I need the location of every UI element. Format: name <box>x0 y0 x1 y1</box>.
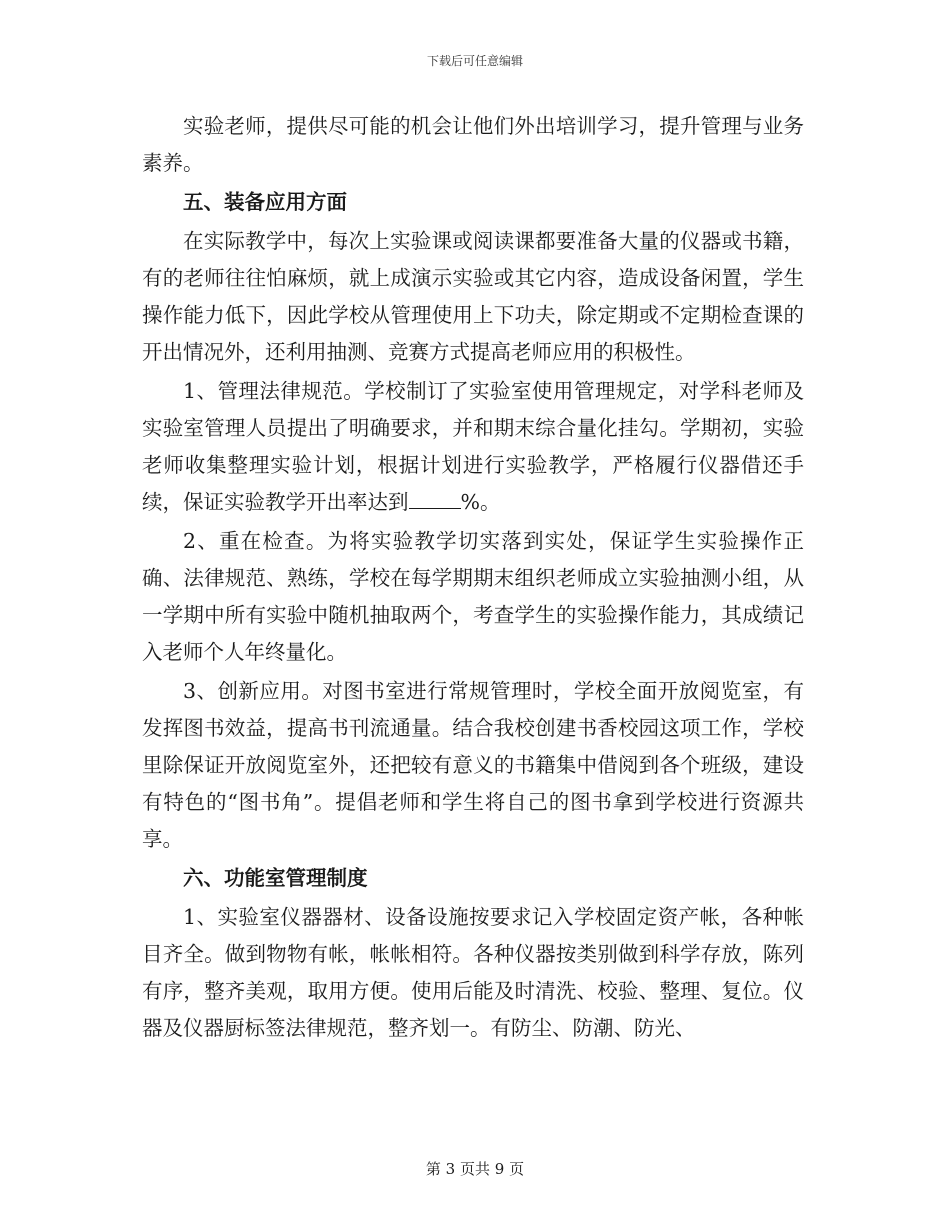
section-heading: 五、装备应用方面 <box>183 190 347 214</box>
page-header-note: 下载后可任意编辑 <box>426 54 523 68</box>
paragraph: 实验老师，提供尽可能的机会让他们外出培训学习，提升管理与业务素养。 <box>142 114 804 175</box>
document-body <box>142 108 804 1049</box>
item-lead: 3、创新应用。 <box>183 679 323 703</box>
item-body: 为将实验教学切实落到实处，保证学生实验操作正确、法律规范、熟练，学校在每学期期末组织老师成立实验抽测小组，从一学期中所有实验中随机抽取两个，考查学生的实验操作能力，其成绩记入老师个人年终量化。 <box>142 529 804 664</box>
page-number: 第 3 页共 9 页 <box>425 1160 525 1178</box>
paragraph <box>142 523 804 671</box>
fill-in-blank <box>409 488 461 509</box>
paragraph: 在实际教学中，每次上实验课或阅读课都要准备大量的仪器或书籍，有的老师往往怕麻烦，就上成演示实验或其它内容，造成设备闲置，学生操作能力低下，因此学校从管理使用上下功夫，除定期或不定期检查课的开出情况外，还利用抽测、竞赛方式提高老师应用的积极性。 <box>142 229 804 364</box>
paragraph: 1、实验室仪器器材、设备设施按要求记入学校固定资产帐，各种帐目齐全。做到物物有帐，帐帐相符。各种仪器按类别做到科学存放，陈列有序，整齐美观，取用方便。使用后能及时清洗、校验、整理、复位。仪器及仪器厨标签法律规范，整齐划一。有防尘、防潮、防光、 <box>142 905 804 1040</box>
paragraph <box>142 373 804 521</box>
item-lead: 2、重在检查。 <box>183 529 328 553</box>
item-tail: %。 <box>460 490 501 514</box>
section-heading: 六、功能室管理制度 <box>183 866 368 890</box>
paragraph <box>142 673 804 858</box>
item-lead: 1、管理法律规范。 <box>183 379 365 403</box>
item-body: 对图书室进行常规管理时，学校全面开放阅览室，有发挥图书效益，提高书刊流通量。结合我校创建书香校园这项工作，学校里除保证开放阅览室外，还把较有意义的书籍集中借阅到各个班级，建设有特色的“图书角”。提倡老师和学生将自己的图书拿到学校进行资源共享。 <box>142 679 805 851</box>
item-body: 学校制订了实验室使用管理规定，对学科老师及实验室管理人员提出了明确要求，并和期末综合量化挂勾。学期初，实验老师收集整理实验计划，根据计划进行实验教学，严格履行仪器借还手续，保证实验教学开出率达到 <box>142 379 804 514</box>
